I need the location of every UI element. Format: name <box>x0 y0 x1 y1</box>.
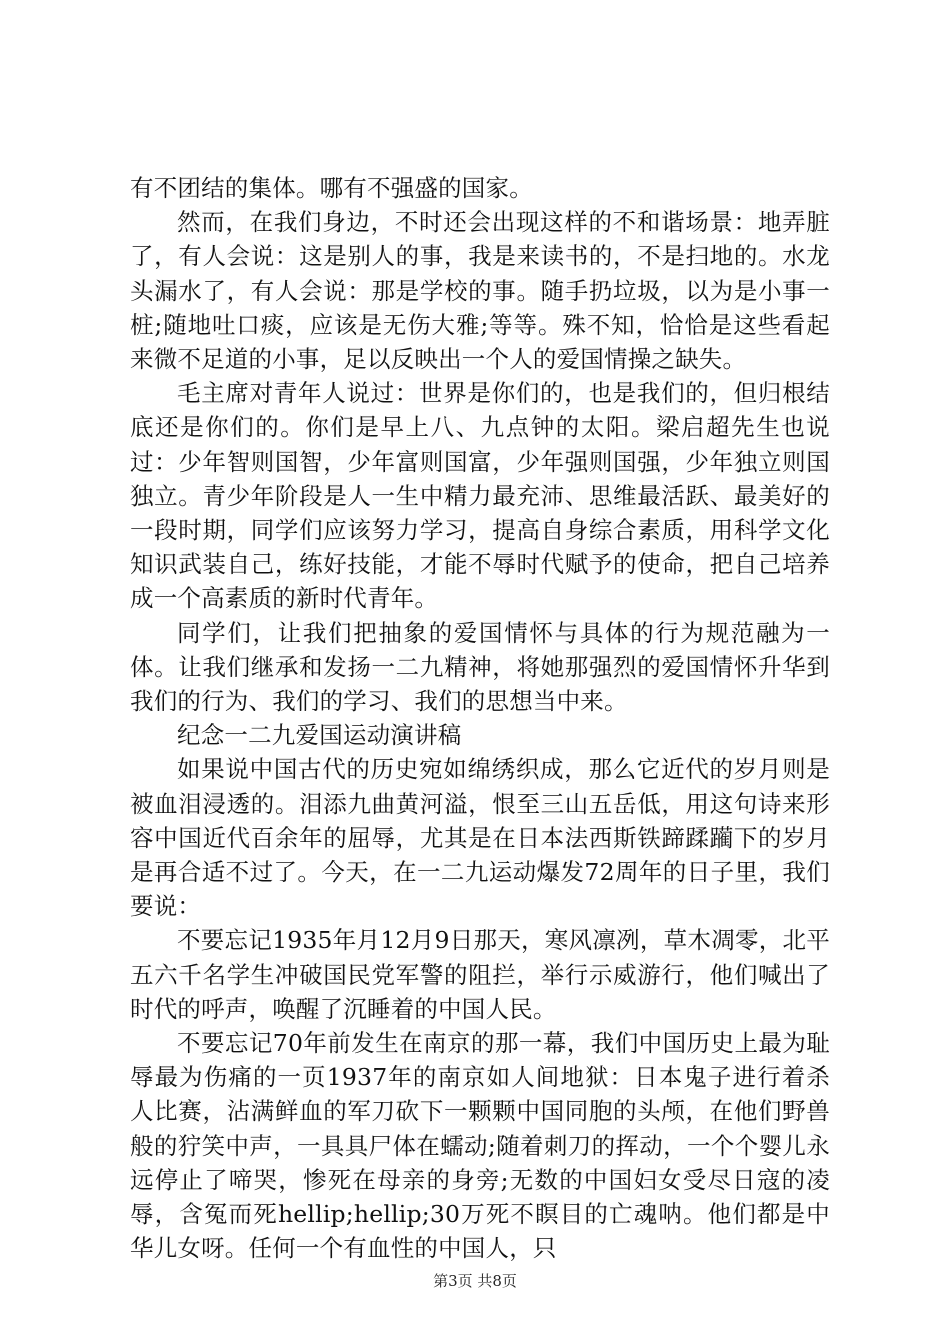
paragraph: 然而，在我们身边，不时还会出现这样的不和谐场景：地弄脏了，有人会说：这是别人的事，我是来读书的，不是扫地的。水龙头漏水了，有人会说：那是学校的事。随手扔垃圾，以为是小事一桩;随地吐口痰，应该是无伤大雅;等等。殊不知，恰恰是这些看起来微不足道的小事，足以反映出一个人的爱国情操之缺失。 <box>130 208 830 374</box>
section-title: 纪念一二九爱国运动演讲稿 <box>177 721 462 750</box>
paragraph: 毛主席对青年人说过：世界是你们的，也是我们的，但归根结底还是你们的。你们是早上八、九点钟的太阳。梁启超先生也说过：少年智则国智，少年富则国富，少年强则国强，少年独立则国独立。青少年阶段是人一生中精力最充沛、思维最活跃、最美好的一段时期，同学们应该努力学习，提高自身综合素质，用科学文化知识武装自己，练好技能，才能不辱时代赋予的使命，把自己培养成一个高素质的新时代青年。 <box>130 379 830 613</box>
paragraph: 不要忘记1935年月12月9日那天，寒风凛冽，草木凋零，北平五六千名学生冲破国民党军警的阻拦，举行示威游行，他们喊出了时代的呼声，唤醒了沉睡着的中国人民。 <box>130 926 830 1023</box>
page-number-footer: 第3页 共8页 <box>433 1272 517 1290</box>
paragraph: 不要忘记70年前发生在南京的那一幕，我们中国历史上最为耻辱最为伤痛的一页1937年的南京如人间地狱：日本鬼子进行着杀人比赛，沾满鲜血的军刀砍下一颗颗中国同胞的头颅，在他们野兽般的狞笑中声，一具具尸体在蠕动;随着刺刀的挥动，一个个婴儿永远停止了啼哭，惨死在母亲的身旁;无数的中国妇女受尽日寇的凌辱，含冤而死hellip;hellip;30万死不瞑目的亡魂呐。他们都是中华儿女呀。任何一个有血性的中国人，只 <box>130 1029 830 1263</box>
paragraph-continuation: 有不团结的集体。哪有不强盛的国家。 <box>130 174 533 202</box>
document-body <box>130 171 830 1266</box>
paragraph: 同学们，让我们把抽象的爱国情怀与具体的行为规范融为一体。让我们继承和发扬一二九精神，将她那强烈的爱国情怀升华到我们的行为、我们的学习、我们的思想当中来。 <box>130 618 830 716</box>
paragraph: 如果说中国古代的历史宛如绵绣织成，那么它近代的岁月则是被血泪浸透的。泪添九曲黄河溢，恨至三山五岳低，用这句诗来形容中国近代百余年的屈辱，尤其是在日本法西斯铁蹄蹂躏下的岁月是再合适不过了。今天，在一二九运动爆发72周年的日子里，我们要说： <box>130 755 830 921</box>
